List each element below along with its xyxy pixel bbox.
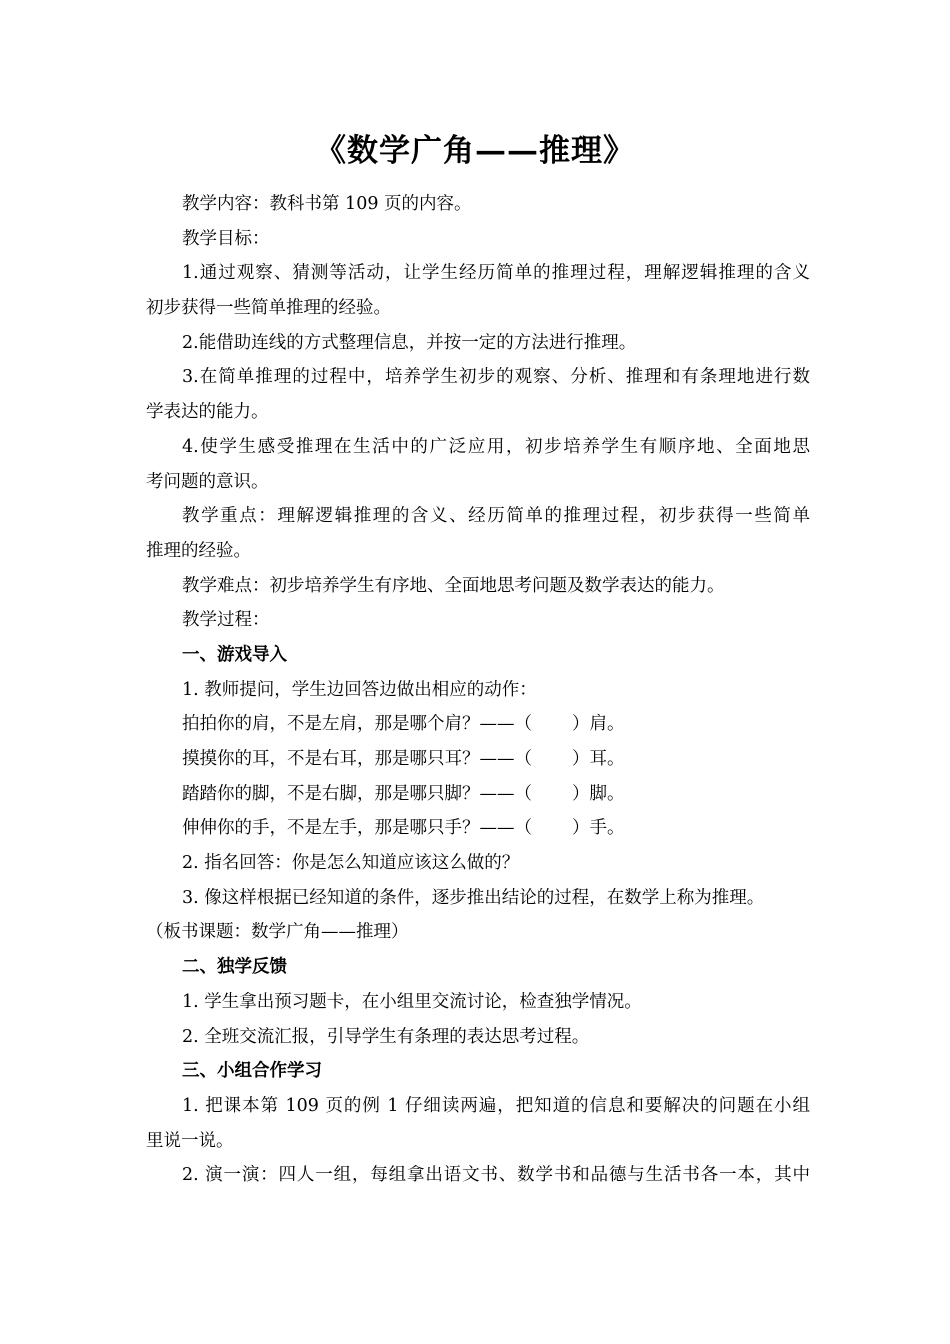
question-row xyxy=(146,742,810,777)
section-3-item-1-line-2: 里说一说。 xyxy=(146,1130,234,1151)
teaching-process-heading: 教学过程： xyxy=(182,610,270,631)
section-3-heading: 三、小组合作学习 xyxy=(182,1061,322,1082)
goal-4-line-1: 4.使学生感受推理在生活中的广泛应用，初步培养学生有顺序地、全面地思 xyxy=(182,436,810,457)
goal-2: 2.能借助连线的方式整理信息，并按一定的方法进行推理。 xyxy=(182,332,637,353)
section-1-item-2: 2. 指名回答：你是怎么知道应该这么做的？ xyxy=(182,853,520,874)
teaching-content: 教学内容：教科书第 109 页的内容。 xyxy=(182,194,472,214)
question-end: ）脚。 xyxy=(572,783,625,804)
question-text: 踏踏你的脚，不是右脚，那是哪只脚？——（ xyxy=(182,783,532,804)
question-row xyxy=(146,811,810,846)
question-end: ）手。 xyxy=(572,818,625,839)
section-1-heading: 一、游戏导入 xyxy=(182,644,287,665)
board-title-note: （板书课题：数学广角——推理） xyxy=(146,922,409,943)
goal-3-line-2: 学表达的能力。 xyxy=(146,402,269,423)
section-1-item-3: 3. 像这样根据已经知道的条件，逐步推出结论的过程，在数学上称为推理。 xyxy=(182,887,765,908)
question-text: 拍拍你的肩，不是左肩，那是哪个肩？——（ xyxy=(182,714,532,735)
goal-4-line-2: 考问题的意识。 xyxy=(146,471,269,492)
difficult-point: 教学难点：初步培养学生有序地、全面地思考问题及数学表达的能力。 xyxy=(182,575,725,596)
question-end: ）耳。 xyxy=(572,749,625,769)
goal-1-line-2: 初步获得一些简单推理的经验。 xyxy=(146,298,391,319)
document-title: 《数学广角——推理》 xyxy=(315,133,635,169)
section-3-item-1-line-1: 1. 把课本第 109 页的例 1 仔细读两遍，把知道的信息和要解决的问题在小组 xyxy=(182,1095,810,1116)
document-body xyxy=(146,187,810,1193)
section-1-item-1: 1. 教师提问，学生边回答边做出相应的动作： xyxy=(182,679,537,700)
teaching-goals-heading: 教学目标： xyxy=(182,228,270,249)
section-3-item-2-line-1: 2. 演一演：四人一组，每组拿出语文书、数学书和品德与生活书各一本，其中 xyxy=(182,1165,810,1186)
key-point-line-1: 教学重点：理解逻辑推理的含义、经历简单的推理过程，初步获得一些简单 xyxy=(182,506,810,527)
key-point-line-2: 推理的经验。 xyxy=(146,540,251,561)
section-2-item-1: 1. 学生拿出预习题卡，在小组里交流讨论，检查独学情况。 xyxy=(182,991,642,1012)
section-2-heading: 二、独学反馈 xyxy=(182,957,287,978)
question-text: 伸伸你的手，不是左手，那是哪只手？——（ xyxy=(182,818,532,839)
question-row xyxy=(146,777,810,812)
question-row xyxy=(146,707,810,742)
goal-3-line-1: 3.在简单推理的过程中，培养学生初步的观察、分析、推理和有条理地进行数 xyxy=(182,367,810,388)
question-end: ）肩。 xyxy=(572,714,625,735)
section-2-item-2: 2. 全班交流汇报，引导学生有条理的表达思考过程。 xyxy=(182,1026,590,1047)
goal-1-line-1: 1.通过观察、猜测等活动，让学生经历简单的推理过程，理解逻辑推理的含义 xyxy=(182,263,810,284)
question-text: 摸摸你的耳，不是右耳，那是哪只耳？——（ xyxy=(182,749,532,769)
